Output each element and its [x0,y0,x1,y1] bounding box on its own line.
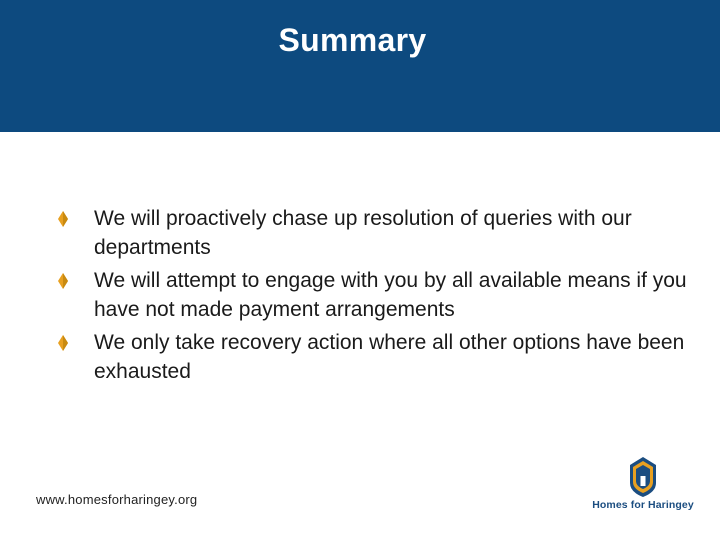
bullet-item [58,204,698,262]
diamond-bullet-icon [58,335,68,351]
title-banner [0,0,720,132]
logo-text: Homes for Haringey [592,499,694,511]
bullet-text: We will attempt to engage with you by all available means if you have not made payment arrangements [94,269,687,321]
bullet-text: We only take recovery action where all other options have been exhausted [94,331,685,383]
diamond-bullet-icon [58,211,68,227]
bullet-item [58,266,698,324]
slide-title: Summary [278,22,427,58]
bullet-list [58,204,698,390]
footer-url: www.homesforharingey.org [36,492,198,507]
bullet-text: We will proactively chase up resolution of queries with our departments [94,207,632,259]
diamond-bullet-icon [58,273,68,289]
house-shield-logo-icon [628,456,658,498]
bullet-item [58,328,698,386]
homes-for-haringey-logo [588,456,698,522]
